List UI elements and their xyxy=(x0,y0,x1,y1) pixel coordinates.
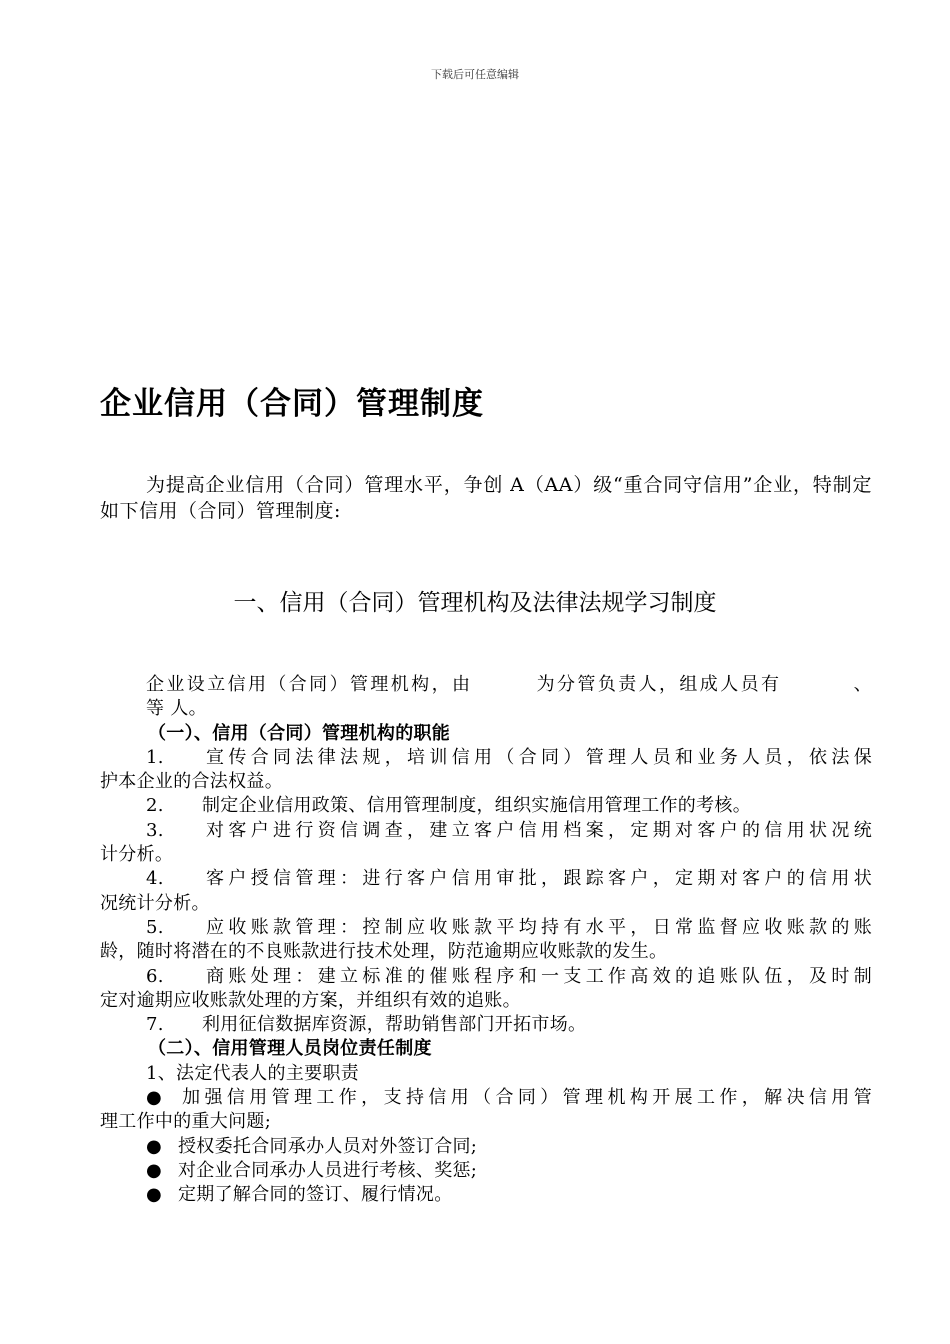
function-line-cont: 定对逾期应收账款处理的方案，并组织有效的追账。 xyxy=(100,989,521,1011)
bullet-icon: ● xyxy=(146,1184,163,1206)
section-body xyxy=(100,673,872,1208)
item-text: 宣传合同法律法规，培训信用（合同）管理人员和业务人员，依法保 xyxy=(202,746,872,768)
duty-text: 授权委托合同承办人员对外签订合同; xyxy=(178,1135,478,1157)
duty-item xyxy=(100,1135,872,1159)
duty-line xyxy=(100,1183,872,1207)
function-line-cont: 计分析。 xyxy=(100,844,174,866)
function-line-cont: 龄，随时将潜在的不良账款进行技术处理，防范逾期应收账款的发生。 xyxy=(100,941,668,963)
function-line xyxy=(100,1013,872,1037)
intro-paragraph: 为提高企业信用（合同）管理水平，争创 A（AA）级“重合同守信用”企业，特制定如下信用（合同）管理制度: xyxy=(100,474,872,522)
item-text: 商账处理：建立标准的催账程序和一支工作高效的追账队伍，及时制 xyxy=(202,965,872,987)
subsection-heading: （一）、信用（合同）管理机构的职能 xyxy=(148,722,451,744)
function-line xyxy=(100,867,872,891)
function-line-cont: 护本企业的合法权益。 xyxy=(100,771,283,793)
item-number: 5. xyxy=(146,916,164,938)
setup-text-c: 、 xyxy=(853,674,872,695)
bullet-icon: ● xyxy=(146,1087,163,1109)
item-number: 1. xyxy=(146,746,164,768)
function-line xyxy=(100,819,872,843)
function-item xyxy=(100,916,872,965)
function-item xyxy=(100,867,872,916)
bullet-icon: ● xyxy=(146,1159,163,1181)
item-text: 制定企业信用政策、信用管理制度，组织实施信用管理工作的考核。 xyxy=(202,795,751,817)
setup-line xyxy=(100,673,872,697)
setup-text-b: 为分管负责人，组成人员有 xyxy=(536,674,782,695)
item-number: 4. xyxy=(146,868,164,890)
header-note: 下载后可任意编辑 xyxy=(431,68,519,81)
duty-text: 加强信用管理工作，支持信用（合同）管理机构开展工作，解决信用管 xyxy=(178,1087,872,1109)
item-number: 2. xyxy=(146,795,164,817)
item-number: 6. xyxy=(146,965,164,987)
item-text: 客户授信管理：进行客户信用审批，跟踪客户，定期对客户的信用状 xyxy=(202,868,872,890)
item-text: 应收账款管理：控制应收账款平均持有水平，日常监督应收账款的账 xyxy=(202,916,872,938)
duty-item xyxy=(100,1183,872,1207)
document-title: 企业信用（合同）管理制度 xyxy=(100,386,484,422)
function-item xyxy=(100,1013,872,1037)
duty-heading: 1、法定代表人的主要职责 xyxy=(146,1062,360,1084)
section-heading: 一、信用（合同）管理机构及法律法规学习制度 xyxy=(233,590,717,616)
item-text: 对客户进行资信调查，建立客户信用档案，定期对客户的信用状况统 xyxy=(202,819,872,841)
function-item xyxy=(100,965,872,1014)
function-line xyxy=(100,916,872,940)
function-item xyxy=(100,819,872,868)
duty-line-cont: 理工作中的重大问题; xyxy=(100,1111,272,1133)
duty-text: 对企业合同承办人员进行考核、奖惩; xyxy=(178,1159,478,1181)
function-item xyxy=(100,746,872,795)
duty-text: 定期了解合同的签订、履行情况。 xyxy=(178,1184,453,1206)
duty-line xyxy=(100,1135,872,1159)
item-text: 利用征信数据库资源，帮助销售部门开拓市场。 xyxy=(202,1014,587,1036)
duty-line xyxy=(100,1159,872,1183)
function-line-cont: 况统计分析。 xyxy=(100,892,210,914)
function-line xyxy=(100,746,872,770)
function-line xyxy=(100,965,872,989)
function-item xyxy=(100,794,872,818)
function-line xyxy=(100,794,872,818)
bullet-icon: ● xyxy=(146,1135,163,1157)
duty-item xyxy=(100,1086,872,1135)
item-number: 3. xyxy=(146,819,164,841)
setup-text-a: 企业设立信用（合同）管理机构，由 xyxy=(146,674,473,695)
duty-line xyxy=(100,1086,872,1110)
setup-line-2: 等 人。 xyxy=(146,698,207,720)
subsection-heading: （二）、信用管理人员岗位责任制度 xyxy=(148,1038,432,1060)
duty-item xyxy=(100,1159,872,1183)
item-number: 7. xyxy=(146,1014,164,1036)
